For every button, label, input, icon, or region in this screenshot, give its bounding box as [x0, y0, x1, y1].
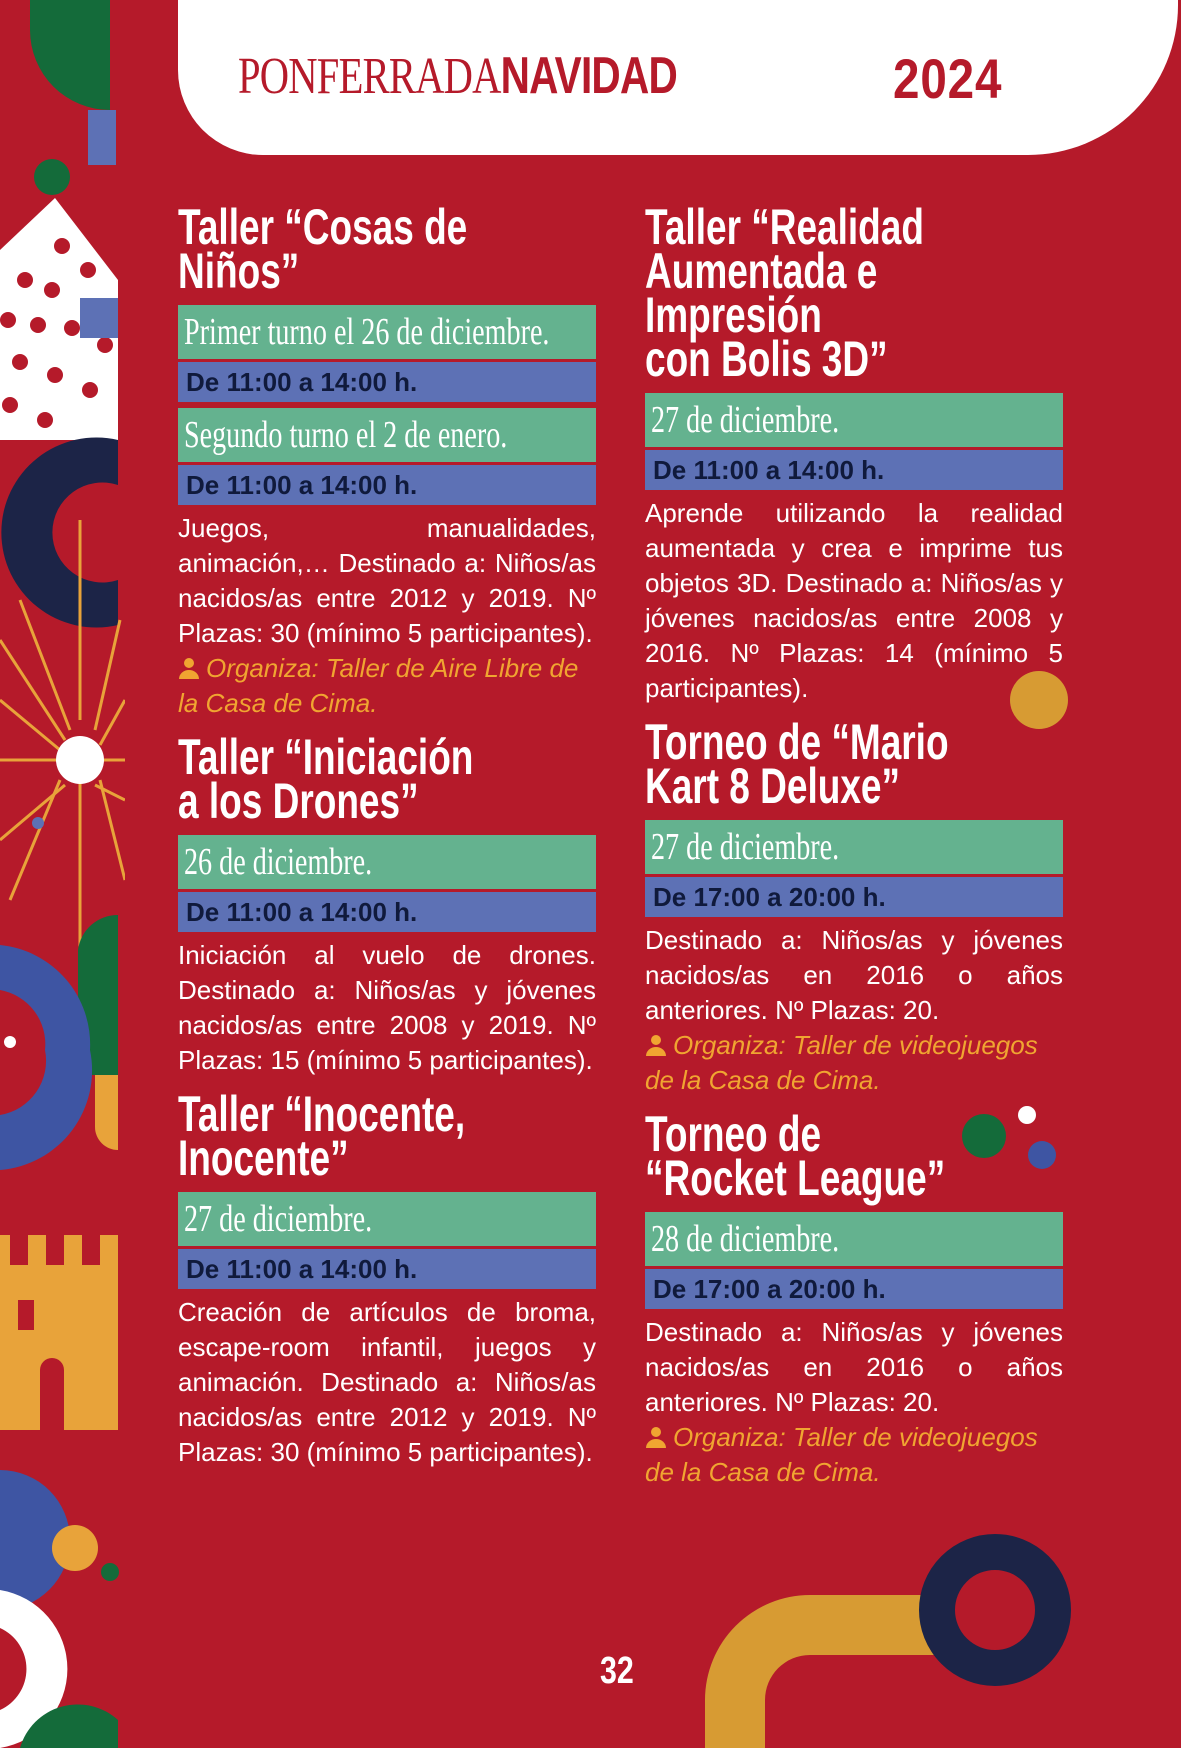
- organizer-text: Organiza: Taller de videojuegos de la Casa de Cima.: [645, 1030, 1038, 1095]
- time-bar: De 11:00 a 14:00 h.: [178, 362, 596, 402]
- event-description: Creación de artículos de broma, escape-room infantil, juegos y animación. Destinado a: Niños/as nacidos/as entre 2012 y 2019. Nº Plazas: 30 (mínimo 5 participantes).: [178, 1297, 596, 1467]
- time-bar: De 11:00 a 14:00 h.: [178, 465, 596, 505]
- date-bar: [178, 408, 596, 465]
- organizer-text: Organiza: Taller de Aire Libre de la Casa de Cima.: [178, 653, 579, 718]
- event-organizer: [645, 1420, 1063, 1490]
- event-cosas-de-ninos: [178, 199, 596, 721]
- date-bar: [645, 393, 1063, 450]
- time-bar: De 17:00 a 20:00 h.: [645, 877, 1063, 917]
- date-bar: [645, 820, 1063, 877]
- event-drones: [178, 729, 596, 1078]
- event-description: Destinado a: Niños/as y jóvenes nacidos/as en 2016 o años anteriores. Nº Plazas: 20.: [645, 1317, 1063, 1417]
- organizer-text: Organiza: Taller de videojuegos de la Casa de Cima.: [645, 1422, 1038, 1487]
- event-description: Iniciación al vuelo de drones. Destinado a: Niños/as y jóvenes nacidos/as entre 2008 y 2019. Nº Plazas: 15 (mínimo 5 participantes).: [178, 940, 596, 1075]
- event-description: Juegos, manualidades, animación,… Destinado a: Niños/as nacidos/as entre 2012 y 2019. Nº Plazas: 30 (mínimo 5 participantes).: [178, 513, 596, 648]
- time-bar: De 11:00 a 14:00 h.: [178, 892, 596, 932]
- event-title: Taller “Realidad Aumentada e Impresión con Bolis 3D”: [645, 199, 924, 387]
- event-title: Taller “Iniciación a los Drones”: [178, 729, 474, 829]
- event-description: Destinado a: Niños/as y jóvenes nacidos/as en 2016 o años anteriores. Nº Plazas: 20.: [645, 925, 1063, 1025]
- left-column: [178, 199, 596, 1484]
- event-rocket-league: [645, 1106, 1063, 1490]
- date-label: 27 de diciembre.: [651, 399, 840, 441]
- date-label: 28 de diciembre.: [651, 1218, 840, 1260]
- date-label: 26 de diciembre.: [184, 841, 373, 883]
- event-description: Aprende utilizando la realidad aumentada y crea e imprime tus objetos 3D. Destinado a: Niños/as y jóvenes nacidos/as entre 2008 y 2016. Nº Plazas: 14 (mínimo 5 participantes).: [645, 498, 1063, 703]
- right-column: [645, 199, 1063, 1504]
- time-bar: De 11:00 a 14:00 h.: [178, 1249, 596, 1289]
- event-title: Torneo de “Rocket League”: [645, 1106, 946, 1206]
- header-year: 2024: [893, 47, 1003, 110]
- gold-arch: [705, 1595, 955, 1748]
- date-label: 27 de diciembre.: [651, 826, 840, 868]
- date-label: 27 de diciembre.: [184, 1198, 373, 1240]
- date-label: Segundo turno el 2 de enero.: [184, 414, 508, 456]
- event-title: Taller “Inocente, Inocente”: [178, 1086, 466, 1186]
- person-icon: [645, 1426, 667, 1448]
- date-bar: [178, 835, 596, 892]
- event-organizer: [178, 651, 596, 721]
- time-bar: De 17:00 a 20:00 h.: [645, 1269, 1063, 1309]
- event-organizer: [645, 1028, 1063, 1098]
- date-bar: [178, 305, 596, 362]
- person-icon: [178, 657, 200, 679]
- event-title: Torneo de “Mario Kart 8 Deluxe”: [645, 714, 949, 814]
- header-city: PONFERRADA: [238, 48, 501, 105]
- navy-ring: [937, 1552, 1053, 1668]
- date-bar: [645, 1212, 1063, 1269]
- page-number: 32: [600, 1650, 634, 1692]
- event-inocente: [178, 1086, 596, 1470]
- header-word: NAVIDAD: [500, 47, 677, 105]
- event-mario-kart: [645, 714, 1063, 1098]
- event-title: Taller “Cosas de Niños”: [178, 199, 468, 299]
- time-bar: De 11:00 a 14:00 h.: [645, 450, 1063, 490]
- event-realidad-aumentada: [645, 199, 1063, 706]
- date-bar: [178, 1192, 596, 1249]
- person-icon: [645, 1034, 667, 1056]
- date-label: Primer turno el 26 de diciembre.: [184, 311, 550, 353]
